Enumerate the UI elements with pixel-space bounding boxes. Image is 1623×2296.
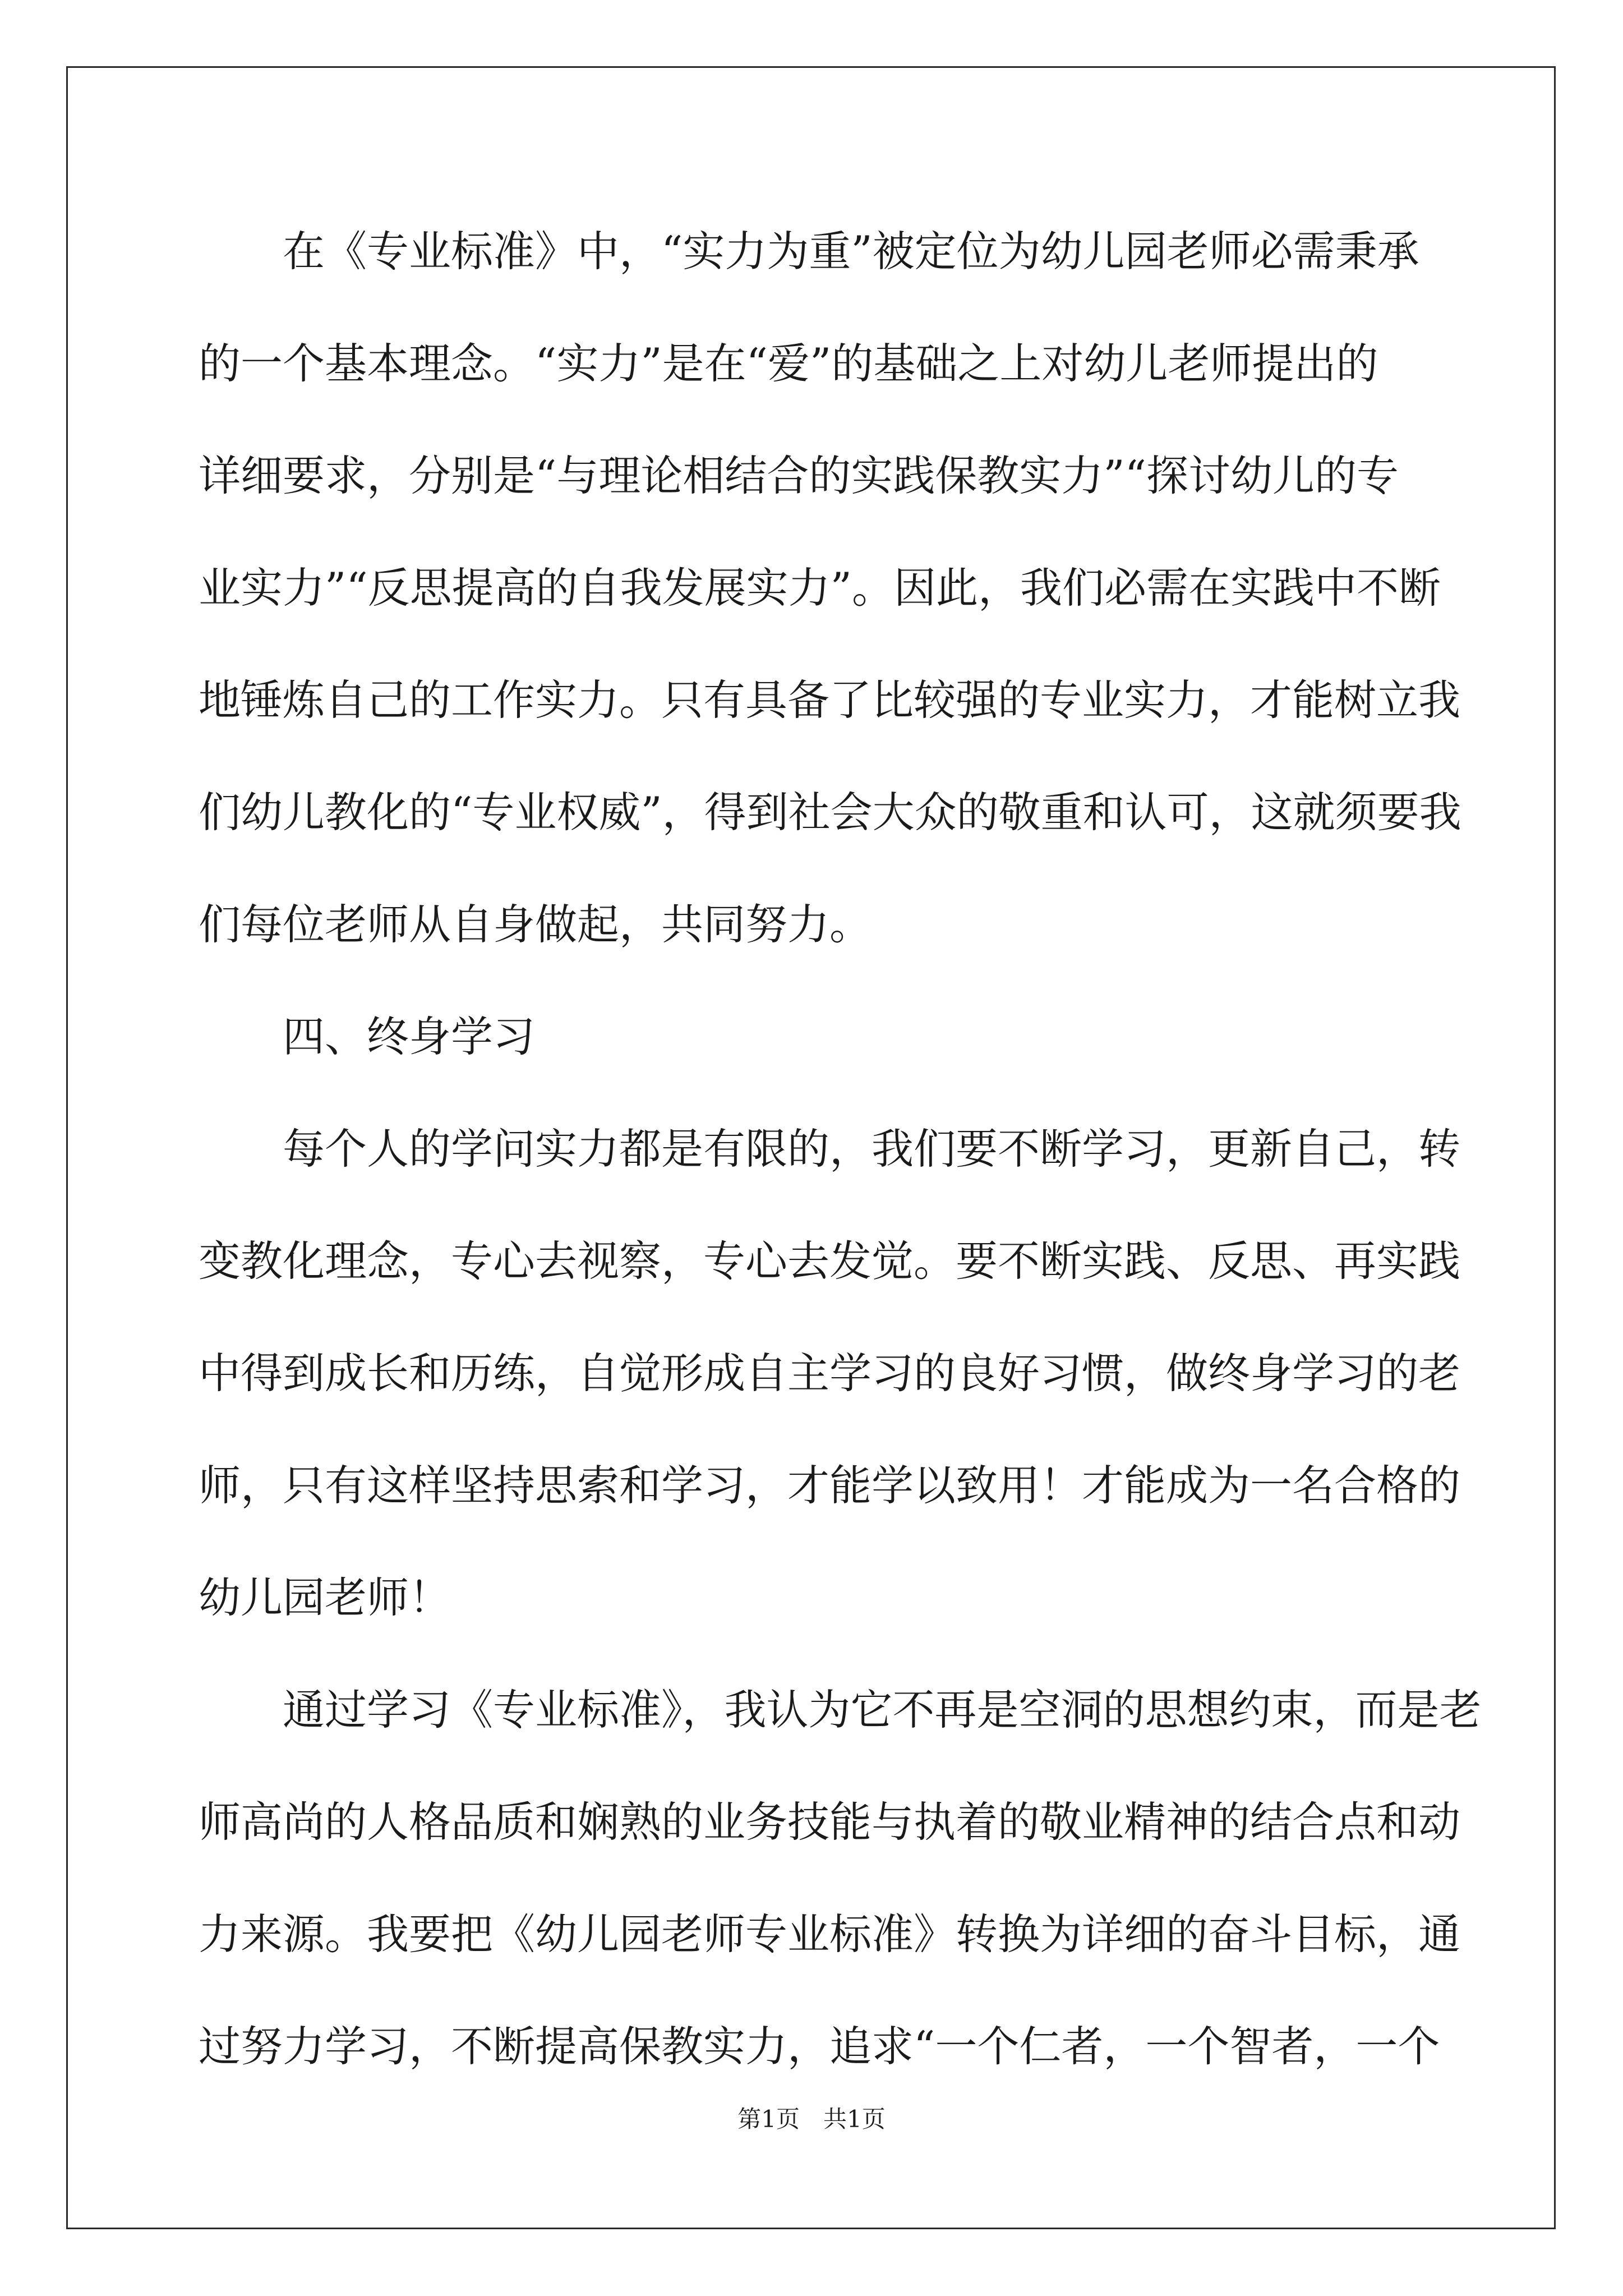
paragraph-line: 们幼儿教化的“专业权威”，得到社会大众的敬重和认可，这就须要我: [199, 788, 1461, 837]
paragraph-line: 每个人的学问实力都是有限的，我们要不断学习，更新自己，转: [283, 1124, 1461, 1174]
page-number: 第1页 共1页: [737, 2105, 886, 2133]
paragraph-line: 在《专业标准》中，“实力为重”被定位为幼儿园老师必需秉承: [283, 227, 1419, 276]
paragraph-line: 详细要求，分别是“与理论相结合的实践保教实力”“探讨幼儿的专: [199, 451, 1399, 500]
paragraph-line: 地锤炼自己的工作实力。只有具备了比较强的专业实力，才能树立我: [199, 675, 1461, 725]
paragraph-line: 过努力学习，不断提高保教实力，追求“一个仁者，一个智者，一个: [199, 2022, 1440, 2071]
paragraph-line: 的一个基本理念。“实力”是在“爱”的基础之上对幼儿老师提出的: [199, 339, 1378, 388]
paragraph-line: 变教化理念，专心去视察，专心去发觉。要不断实践、反思、再实践: [199, 1236, 1461, 1286]
paragraph-line: 通过学习《专业标准》，我认为它不再是空洞的思想约束，而是老: [283, 1685, 1482, 1734]
paragraph-line: 幼儿园老师！: [199, 1573, 451, 1622]
paragraph-line: 们每位老师从自身做起，共同努力。: [199, 900, 872, 949]
paragraph-line: 业实力”“反思提高的自我发展实力”。因此，我们必需在实践中不断: [199, 563, 1441, 613]
paragraph-line: 中得到成长和历练，自觉形成自主学习的良好习惯，做终身学习的老: [199, 1349, 1461, 1398]
paragraph-line: 师高尚的人格品质和娴熟的业务技能与执着的敬业精神的结合点和动: [199, 1797, 1461, 1847]
paragraph-line: 师，只有这样坚持思索和学习，才能学以致用！才能成为一名合格的: [199, 1461, 1461, 1510]
section-heading: 四、终身学习: [283, 1012, 536, 1061]
paragraph-line: 力来源。我要把《幼儿园老师专业标准》转换为详细的奋斗目标，通: [199, 1910, 1461, 1959]
